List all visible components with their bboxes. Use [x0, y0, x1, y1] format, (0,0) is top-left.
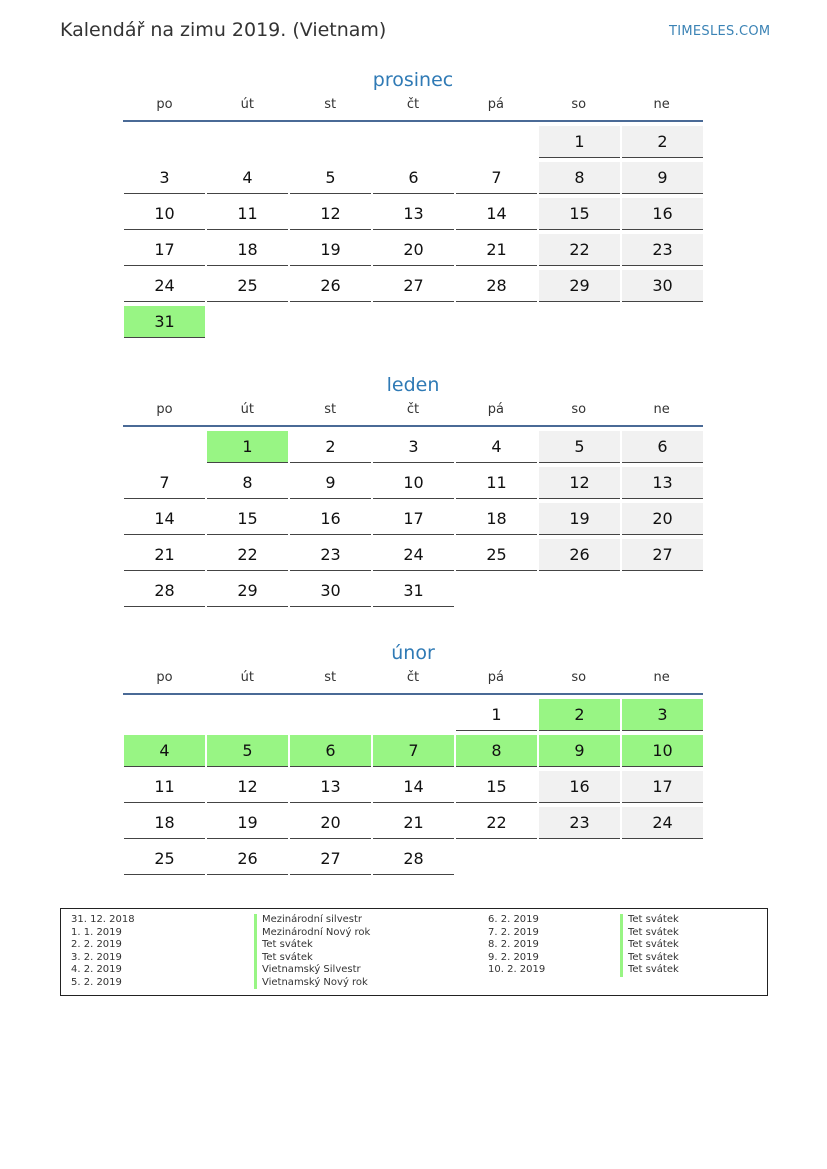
day-number: 16 [622, 198, 703, 230]
day-number: 28 [124, 575, 205, 607]
day-cell[interactable] [372, 807, 455, 843]
day-cell[interactable] [538, 467, 621, 503]
day-number: 11 [207, 198, 288, 230]
legend-date: 8. 2. 2019 [488, 939, 539, 950]
legend-date: 3. 2. 2019 [71, 951, 122, 963]
day-number: 17 [373, 503, 454, 535]
weekday-label: so [571, 97, 587, 112]
day-number: 6 [622, 431, 703, 463]
legend-date: 10. 2. 2019 [488, 964, 546, 975]
day-cell[interactable] [206, 575, 289, 611]
day-cell[interactable] [289, 735, 372, 771]
day-cell[interactable] [372, 539, 455, 575]
day-number: 19 [539, 503, 620, 535]
legend-date: 2. 2. 2019 [71, 939, 122, 950]
day-number: 31 [373, 575, 454, 607]
day-cell[interactable] [123, 306, 206, 342]
day-cell[interactable] [123, 234, 206, 270]
day-number: 21 [124, 539, 205, 571]
day-cell[interactable] [123, 270, 206, 306]
legend-dates-right [488, 914, 545, 977]
day-number: 12 [207, 771, 288, 803]
day-cell[interactable] [289, 807, 372, 843]
day-number: 31 [124, 306, 205, 338]
day-number: 10 [373, 467, 454, 499]
day-cell[interactable] [289, 270, 372, 306]
day-number: 14 [456, 198, 537, 230]
legend-names-right [620, 914, 679, 977]
day-cell[interactable] [538, 162, 621, 198]
weekday-header [123, 96, 703, 122]
day-number: 26 [207, 843, 288, 875]
day-cell[interactable] [206, 270, 289, 306]
day-number: 15 [539, 198, 620, 230]
day-number: 9 [290, 467, 371, 499]
day-number: 3 [622, 699, 703, 731]
legend-date: 6. 2. 2019 [488, 914, 539, 925]
legend-holiday-name: Tet svátek [620, 939, 679, 952]
day-cell[interactable] [372, 198, 455, 234]
day-grid [123, 126, 703, 342]
day-number: 28 [456, 270, 537, 302]
day-number: 5 [207, 735, 288, 767]
month-prosinec [123, 68, 703, 342]
day-number: 22 [207, 539, 288, 571]
weekday-label: ne [653, 402, 670, 417]
day-number: 17 [124, 234, 205, 266]
empty-cell [123, 126, 206, 162]
day-number: 19 [207, 807, 288, 839]
day-number: 13 [290, 771, 371, 803]
month-name: leden [386, 374, 440, 396]
legend-date: 1. 1. 2019 [71, 926, 122, 938]
day-number: 12 [290, 198, 371, 230]
day-number: 26 [290, 270, 371, 302]
day-number: 25 [124, 843, 205, 875]
day-number: 2 [539, 699, 620, 731]
day-number: 13 [622, 467, 703, 499]
day-cell[interactable] [206, 234, 289, 270]
day-number: 27 [622, 539, 703, 571]
day-number: 7 [124, 467, 205, 499]
day-number: 27 [290, 843, 371, 875]
day-number: 26 [539, 539, 620, 571]
day-cell[interactable] [372, 771, 455, 807]
day-cell[interactable] [455, 162, 538, 198]
day-cell[interactable] [206, 467, 289, 503]
day-cell[interactable] [123, 843, 206, 879]
legend-date: 4. 2. 2019 [71, 964, 122, 975]
day-number: 3 [124, 162, 205, 194]
day-number: 29 [207, 575, 288, 607]
weekday-label: čt [406, 97, 420, 112]
weekday-label: po [156, 97, 173, 112]
day-number: 2 [622, 126, 703, 158]
day-number: 12 [539, 467, 620, 499]
day-cell[interactable] [372, 234, 455, 270]
day-number: 20 [373, 234, 454, 266]
day-number: 29 [539, 270, 620, 302]
day-cell[interactable] [538, 503, 621, 539]
day-cell[interactable] [538, 126, 621, 162]
weekday-label: čt [406, 402, 420, 417]
day-number: 25 [456, 539, 537, 571]
day-number: 9 [622, 162, 703, 194]
weekday-label: st [324, 97, 337, 112]
day-cell[interactable] [621, 771, 704, 807]
weekday-label: pá [487, 402, 504, 417]
legend-holiday-name: Mezinárodní silvestr [254, 914, 370, 927]
weekday-label: po [156, 670, 173, 685]
weekday-label: ne [653, 97, 670, 112]
day-cell[interactable] [538, 539, 621, 575]
day-cell[interactable] [455, 467, 538, 503]
day-cell[interactable] [372, 575, 455, 611]
day-number: 24 [124, 270, 205, 302]
weekday-header [123, 669, 703, 695]
day-cell[interactable] [538, 198, 621, 234]
day-cell[interactable] [123, 539, 206, 575]
month-name: prosinec [372, 69, 454, 91]
legend-holiday-name: Vietnamský Silvestr [254, 964, 370, 977]
weekday-label: st [324, 402, 337, 417]
day-cell[interactable] [206, 771, 289, 807]
day-cell[interactable] [538, 699, 621, 735]
day-number: 13 [373, 198, 454, 230]
day-number: 22 [456, 807, 537, 839]
day-number: 21 [373, 807, 454, 839]
day-cell[interactable] [372, 270, 455, 306]
legend-date: 31. 12. 2018 [71, 914, 135, 925]
weekday-label: st [324, 670, 337, 685]
holiday-legend [60, 908, 768, 996]
day-number: 8 [456, 735, 537, 767]
day-number: 11 [124, 771, 205, 803]
legend-date: 7. 2. 2019 [488, 926, 539, 938]
weekday-label: so [571, 402, 587, 417]
weekday-label: ne [653, 670, 670, 685]
day-number: 24 [373, 539, 454, 571]
day-cell[interactable] [621, 126, 704, 162]
day-number: 6 [373, 162, 454, 194]
day-cell[interactable] [621, 735, 704, 771]
empty-cell [289, 699, 372, 735]
day-number: 4 [207, 162, 288, 194]
day-cell[interactable] [538, 431, 621, 467]
day-cell[interactable] [455, 807, 538, 843]
day-number: 10 [124, 198, 205, 230]
day-cell[interactable] [289, 575, 372, 611]
day-number: 19 [290, 234, 371, 266]
day-cell[interactable] [621, 539, 704, 575]
day-cell[interactable] [289, 198, 372, 234]
day-number: 4 [456, 431, 537, 463]
day-cell[interactable] [455, 431, 538, 467]
day-cell[interactable] [206, 735, 289, 771]
day-cell[interactable] [455, 270, 538, 306]
day-cell[interactable] [455, 699, 538, 735]
day-number: 7 [373, 735, 454, 767]
day-number: 16 [290, 503, 371, 535]
day-number: 1 [207, 431, 288, 463]
day-cell[interactable] [455, 198, 538, 234]
weekday-header [123, 401, 703, 427]
day-number: 23 [290, 539, 371, 571]
day-cell[interactable] [123, 807, 206, 843]
day-cell[interactable] [621, 270, 704, 306]
day-number: 6 [290, 735, 371, 767]
day-cell[interactable] [206, 807, 289, 843]
weekday-label: pá [487, 670, 504, 685]
empty-cell [123, 699, 206, 735]
day-cell[interactable] [455, 503, 538, 539]
day-number: 5 [290, 162, 371, 194]
day-cell[interactable] [372, 735, 455, 771]
day-number: 1 [456, 699, 537, 731]
weekday-label: út [240, 670, 254, 685]
legend-dates-left [71, 914, 135, 989]
month-unor [123, 641, 703, 879]
legend-date: 9. 2. 2019 [488, 951, 539, 963]
day-cell[interactable] [289, 539, 372, 575]
weekday-label: út [240, 97, 254, 112]
day-number: 20 [622, 503, 703, 535]
day-cell[interactable] [372, 467, 455, 503]
day-cell[interactable] [538, 807, 621, 843]
day-cell[interactable] [621, 431, 704, 467]
day-number: 20 [290, 807, 371, 839]
day-cell[interactable] [289, 503, 372, 539]
day-cell[interactable] [206, 162, 289, 198]
empty-cell [206, 126, 289, 162]
weekday-label: čt [406, 670, 420, 685]
day-cell[interactable] [123, 198, 206, 234]
day-number: 14 [124, 503, 205, 535]
day-number: 9 [539, 735, 620, 767]
day-cell[interactable] [455, 234, 538, 270]
day-cell[interactable] [206, 503, 289, 539]
day-number: 5 [539, 431, 620, 463]
day-number: 15 [456, 771, 537, 803]
day-cell[interactable] [206, 843, 289, 879]
day-cell[interactable] [206, 431, 289, 467]
day-cell[interactable] [289, 843, 372, 879]
day-cell[interactable] [455, 771, 538, 807]
day-cell[interactable] [123, 575, 206, 611]
day-number: 10 [622, 735, 703, 767]
empty-cell [123, 431, 206, 467]
weekday-label: po [156, 402, 173, 417]
day-number: 14 [373, 771, 454, 803]
day-cell[interactable] [289, 431, 372, 467]
legend-holiday-name: Tet svátek [620, 927, 679, 940]
month-name: únor [391, 642, 435, 664]
day-number: 30 [622, 270, 703, 302]
legend-holiday-name: Vietnamský Nový rok [254, 977, 370, 990]
day-number: 25 [207, 270, 288, 302]
day-number: 24 [622, 807, 703, 839]
day-number: 30 [290, 575, 371, 607]
day-cell[interactable] [621, 807, 704, 843]
day-cell[interactable] [538, 234, 621, 270]
day-cell[interactable] [289, 771, 372, 807]
day-number: 1 [539, 126, 620, 158]
month-leden [123, 373, 703, 611]
day-cell[interactable] [123, 503, 206, 539]
day-cell[interactable] [123, 467, 206, 503]
day-grid [123, 699, 703, 879]
day-number: 17 [622, 771, 703, 803]
day-cell[interactable] [621, 503, 704, 539]
day-number: 16 [539, 771, 620, 803]
day-cell[interactable] [538, 771, 621, 807]
day-cell[interactable] [372, 162, 455, 198]
day-number: 7 [456, 162, 537, 194]
day-number: 8 [539, 162, 620, 194]
legend-names-left [254, 914, 370, 989]
day-number: 8 [207, 467, 288, 499]
day-number: 3 [373, 431, 454, 463]
empty-cell [289, 126, 372, 162]
day-cell[interactable] [206, 539, 289, 575]
day-cell[interactable] [123, 735, 206, 771]
day-cell[interactable] [621, 699, 704, 735]
day-cell[interactable] [372, 431, 455, 467]
day-cell[interactable] [455, 735, 538, 771]
day-number: 11 [456, 467, 537, 499]
day-cell[interactable] [372, 503, 455, 539]
day-cell[interactable] [538, 735, 621, 771]
day-cell[interactable] [621, 467, 704, 503]
day-number: 21 [456, 234, 537, 266]
day-cell[interactable] [455, 539, 538, 575]
day-cell[interactable] [123, 771, 206, 807]
empty-cell [206, 699, 289, 735]
legend-holiday-name: Tet svátek [254, 939, 370, 952]
day-number: 27 [373, 270, 454, 302]
day-cell[interactable] [621, 198, 704, 234]
day-cell[interactable] [372, 843, 455, 879]
day-number: 28 [373, 843, 454, 875]
legend-date: 5. 2. 2019 [71, 976, 122, 988]
day-number: 18 [124, 807, 205, 839]
day-cell[interactable] [206, 198, 289, 234]
empty-cell [372, 126, 455, 162]
legend-holiday-name: Tet svátek [254, 952, 370, 965]
day-number: 18 [456, 503, 537, 535]
legend-holiday-name: Tet svátek [620, 964, 679, 977]
day-cell[interactable] [289, 162, 372, 198]
brand-link[interactable]: TIMESLES.COM [669, 24, 771, 39]
day-grid [123, 431, 703, 611]
day-number: 22 [539, 234, 620, 266]
day-cell[interactable] [621, 162, 704, 198]
legend-holiday-name: Tet svátek [620, 952, 679, 965]
weekday-label: út [240, 402, 254, 417]
day-number: 2 [290, 431, 371, 463]
day-cell[interactable] [123, 162, 206, 198]
page-title: Kalendář na zimu 2019. (Vietnam) [60, 19, 387, 41]
day-cell[interactable] [289, 467, 372, 503]
day-cell[interactable] [289, 234, 372, 270]
day-number: 23 [622, 234, 703, 266]
legend-holiday-name: Mezinárodní Nový rok [254, 927, 370, 940]
day-number: 18 [207, 234, 288, 266]
day-cell[interactable] [621, 234, 704, 270]
day-number: 15 [207, 503, 288, 535]
day-number: 4 [124, 735, 205, 767]
weekday-label: pá [487, 97, 504, 112]
empty-cell [372, 699, 455, 735]
day-number: 23 [539, 807, 620, 839]
weekday-label: so [571, 670, 587, 685]
legend-holiday-name: Tet svátek [620, 914, 679, 927]
empty-cell [455, 126, 538, 162]
day-cell[interactable] [538, 270, 621, 306]
